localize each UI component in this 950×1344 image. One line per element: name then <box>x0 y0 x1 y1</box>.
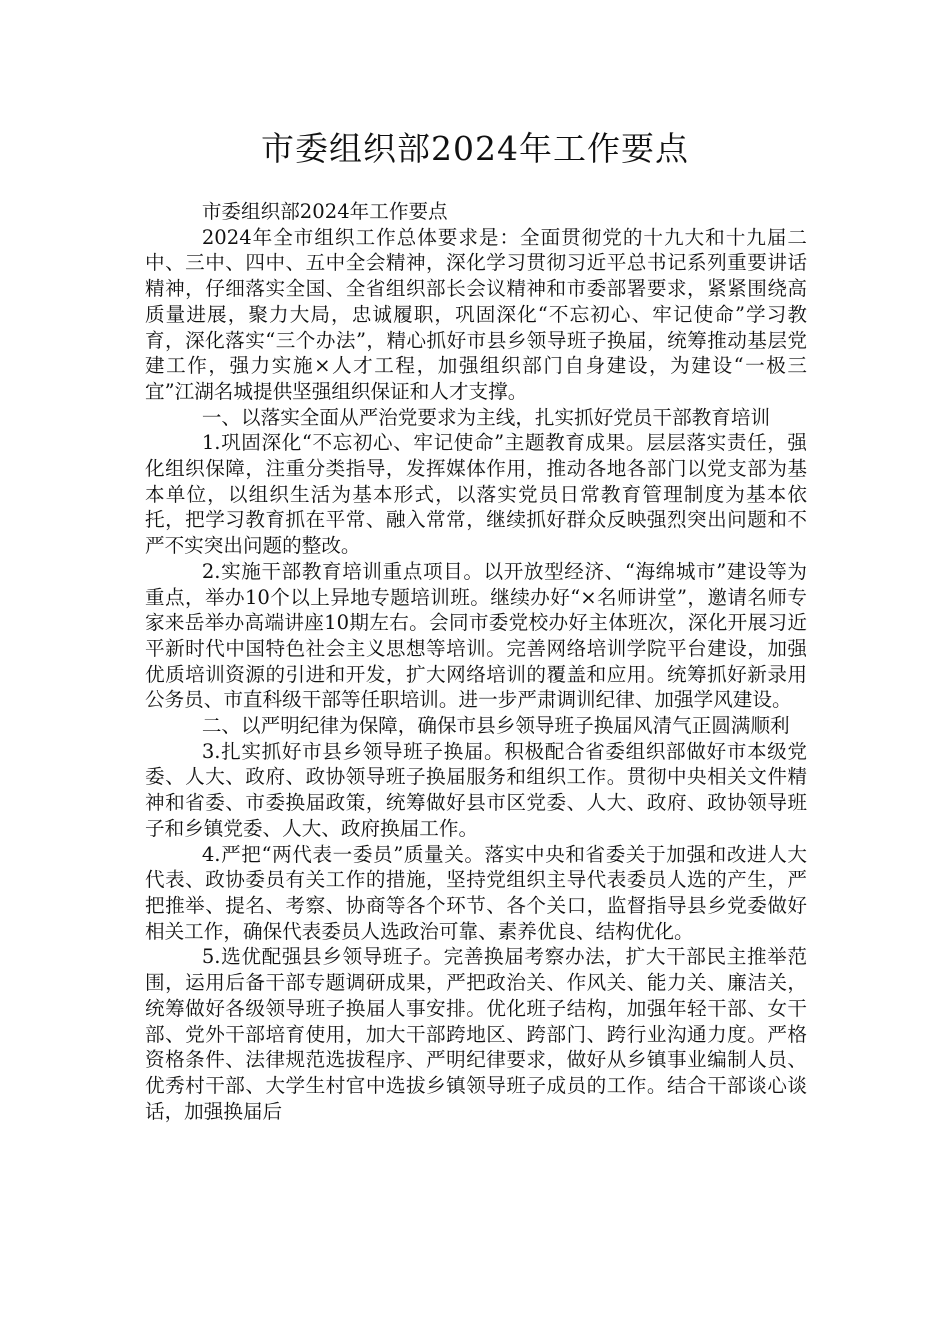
item-paragraph-3: 3.扎实抓好市县乡领导班子换届。积极配合省委组织部做好市本级党委、人大、政府、政协领导班子换届服务和组织工作。贯彻中央相关文件精神和省委、市委换届政策，统筹做好县市区党委、人大、政府、政协领导班子和乡镇党委、人大、政府换届工作。 <box>145 739 807 840</box>
item-paragraph-5: 5.选优配强县乡领导班子。完善换届考察办法，扩大干部民主推举范围，运用后备干部专题调研成果，严把政治关、作风关、能力关、廉洁关，统筹做好各级领导班子换届人事安排。优化班子结构，加强年轻干部、女干部、党外干部培育使用，加大干部跨地区、跨部门、跨行业沟通力度。严格资格条件、法律规范选拔程序、严明纪律要求，做好从乡镇事业编制人员、优秀村干部、大学生村官中选拔乡镇领导班子成员的工作。结合干部谈心谈话，加强换届后 <box>145 945 807 1123</box>
item-paragraph-4: 4.严把“两代表一委员”质量关。落实中央和省委关于加强和改进人大代表、政协委员有关工作的措施，坚持党组织主导代表委员人选的产生，严把推举、提名、考察、协商等各个环节、各个关口，监督指导县乡党委做好相关工作，确保代表委员人选政治可靠、素养优良、结构优化。 <box>145 842 807 943</box>
item-paragraph-1: 1.巩固深化“不忘初心、牢记使命”主题教育成果。层层落实责任，强化组织保障，注重分类指导，发挥媒体作用，推动各地各部门以党支部为基本单位，以组织生活为基本形式，以落实党员日常教育管理制度为基本依托，把学习教育抓在平常、融入常常，继续抓好群众反映强烈突出问题和不严不实突出问题的整改。 <box>145 431 807 558</box>
section-heading-2: 二、以严明纪律为保障，确保市县乡领导班子换届风清气正圆满顺利 <box>201 714 790 738</box>
subtitle-paragraph: 市委组织部2024年工作要点 <box>201 200 448 223</box>
overview-paragraph: 2024年全市组织工作总体要求是：全面贯彻党的十九大和十九届二中、三中、四中、五中全会精神，深化学习贯彻习近平总书记系列重要讲话精神，仔细落实全国、全省组织部长会议精神和市委部署要求，紧紧围绕高质量进展，聚力大局，忠诚履职，巩固深化“不忘初心、牢记使命”学习教育，深化落实“三个办法”，精心抓好市县乡领导班子换届，统筹推动基层党建工作，强力实施×人才工程，加强组织部门自身建设，为建设“一极三宜”江湖名城提供坚强组织保证和人才支撑。 <box>145 225 807 403</box>
document-body <box>145 199 807 1124</box>
document-title: 市委组织部2024年工作要点 <box>261 129 689 168</box>
section-heading-1: 一、以落实全面从严治党要求为主线，扎实抓好党员干部教育培训 <box>201 405 771 429</box>
item-paragraph-2: 2.实施干部教育培训重点项目。以开放型经济、“海绵城市”建设等为重点，举办10个以上异地专题培训班。继续办好“×名师讲堂”，邀请名师专家来岳举办高端讲座10期左右。会同市委党校办好主体班次，深化开展习近平新时代中国特色社会主义思想等培训。完善网络培训学院平台建设，加强优质培训资源的引进和开发，扩大网络培训的覆盖和应用。统筹抓好新录用公务员、市直科级干部等任职培训。进一步严肃调训纪律、加强学风建设。 <box>145 559 807 712</box>
